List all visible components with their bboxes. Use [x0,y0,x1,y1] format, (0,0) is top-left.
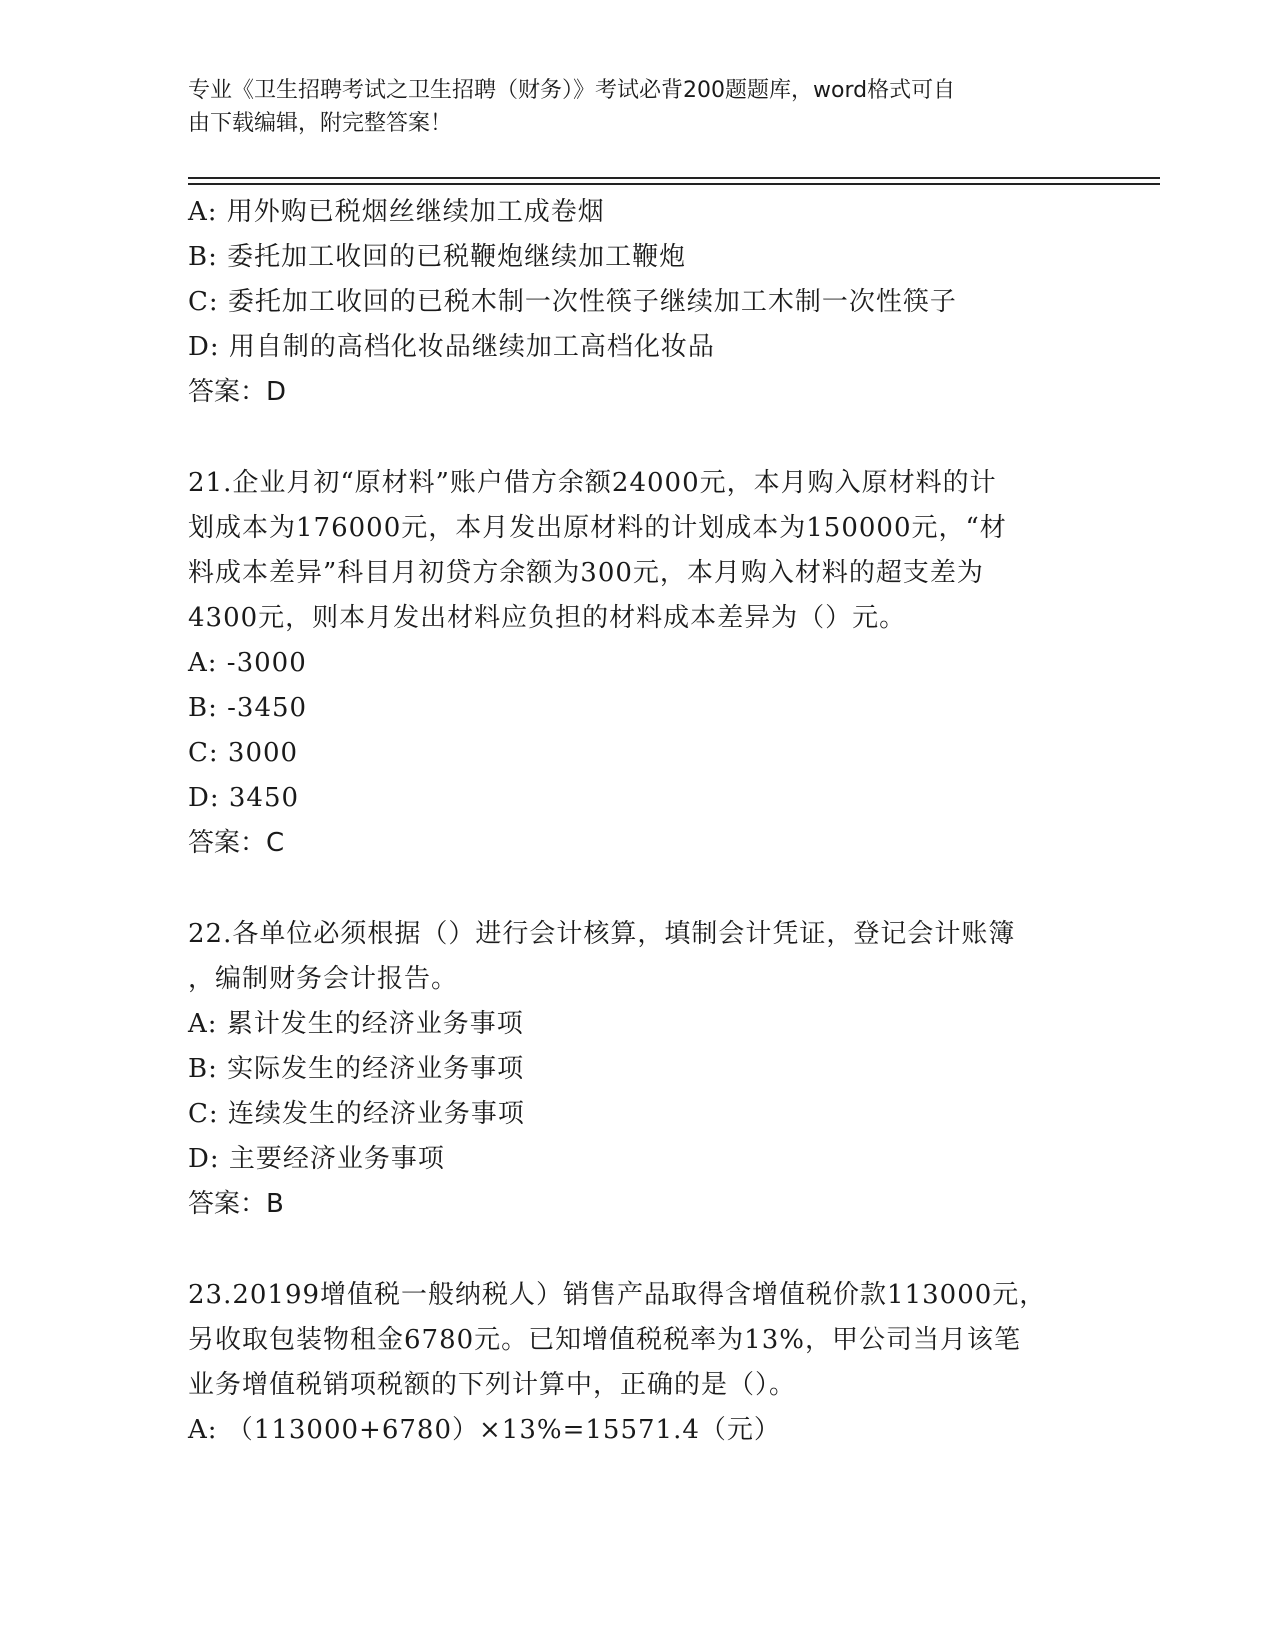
option-a: A: 用外购已税烟丝继续加工成卷烟 [188,197,605,227]
option-b: B: -3450 [188,693,308,723]
option-c: C: 3000 [188,738,299,768]
option-b: B: 实际发生的经济业务事项 [188,1054,525,1084]
header-line-1: 专业《卫生招聘考试之卫生招聘（财务）》考试必背200题题库，word格式可自 [188,78,956,103]
question-22 [188,912,1088,1227]
option-c: C: 连续发生的经济业务事项 [188,1099,525,1129]
question-text-line: 21.企业月初“原材料”账户借方余额24000元，本月购入原材料的计 [188,468,997,498]
question-text-line: 22.各单位必须根据（）进行会计核算，填制会计凭证，登记会计账簿 [188,919,1016,949]
question-text-line: 划成本为176000元，本月发出原材料的计划成本为150000元，“材 [188,513,1007,543]
question-text-line: 另收取包装物租金6780元。已知增值税税率为13%，甲公司当月该笔 [188,1325,1021,1355]
question-text-line: 4300元，则本月发出材料应负担的材料成本差异为（）元。 [188,603,907,633]
option-d: D: 3450 [188,783,300,813]
question-text-line: ，编制财务会计报告。 [188,964,459,994]
option-d: D: 主要经济业务事项 [188,1144,445,1174]
question-20 [188,190,1088,415]
answer: 答案：B [188,1189,284,1219]
question-text-line: 业务增值税销项税额的下列计算中，正确的是（）。 [188,1370,797,1400]
answer: 答案：D [188,377,287,407]
option-a: A: （113000+6780）×13%=15571.4（元） [188,1415,781,1445]
document-header [188,74,1068,140]
option-a: A: -3000 [188,648,307,678]
answer: 答案：C [188,828,285,858]
question-text-line: 料成本差异”科目月初贷方余额为300元，本月购入材料的超支差为 [188,558,984,588]
option-c: C: 委托加工收回的已税木制一次性筷子继续加工木制一次性筷子 [188,287,957,317]
question-21 [188,461,1088,866]
header-rule-top [188,177,1160,179]
option-b: B: 委托加工收回的已税鞭炮继续加工鞭炮 [188,242,687,272]
option-a: A: 累计发生的经济业务事项 [188,1009,524,1039]
question-text-line: 23.20199增值税一般纳税人）销售产品取得含增值税价款113000元， [188,1280,1047,1310]
option-d: D: 用自制的高档化妆品继续加工高档化妆品 [188,332,715,362]
question-23 [188,1273,1088,1453]
header-line-2: 由下载编辑，附完整答案！ [188,111,453,136]
header-rule-bottom [188,183,1160,185]
question-list [188,190,1088,1453]
